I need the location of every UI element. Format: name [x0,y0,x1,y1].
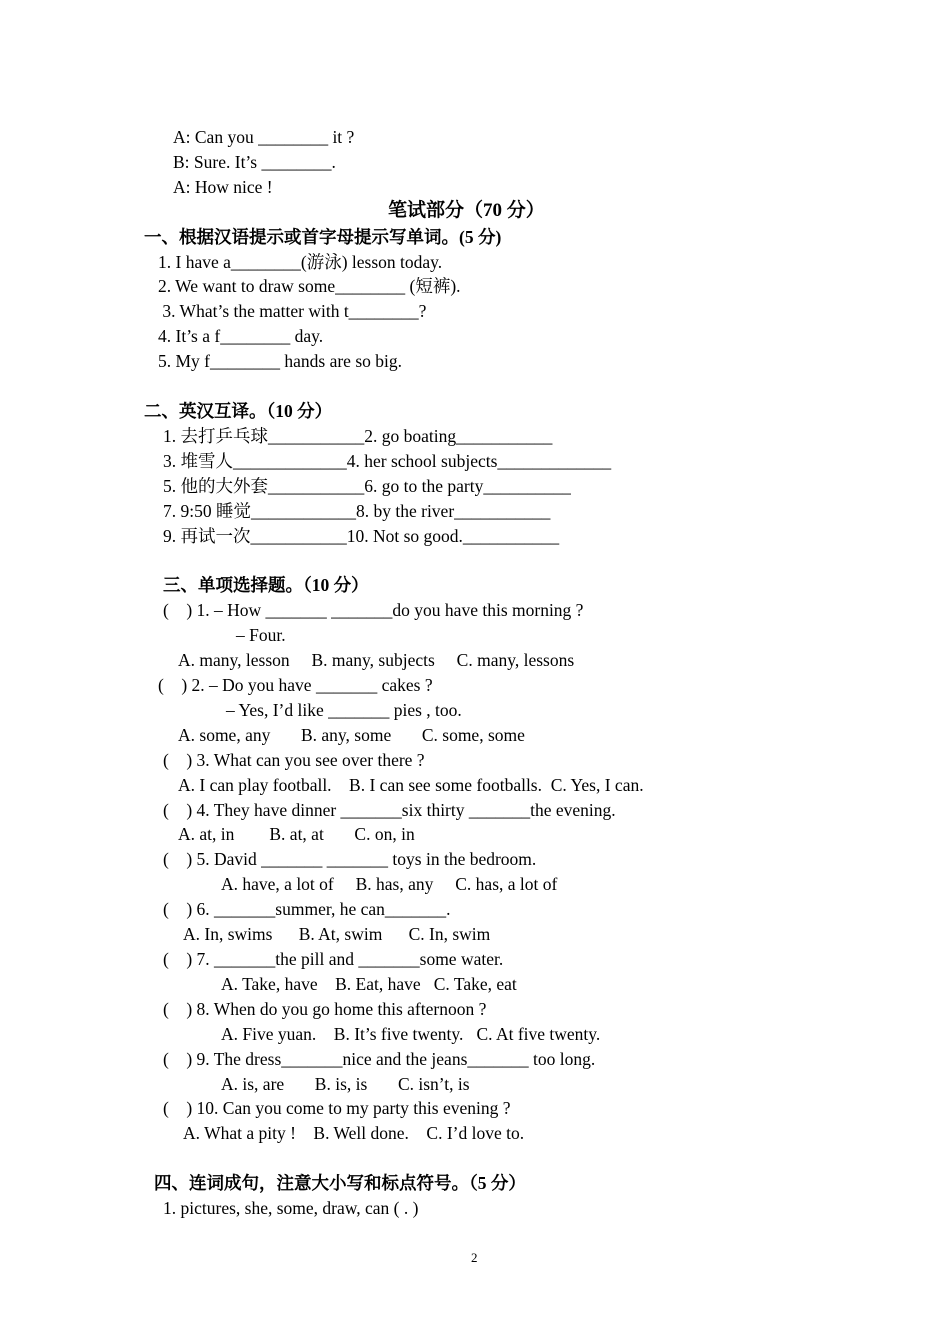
options-line: A. at, in B. at, at C. on, in [178,824,415,844]
question-line: ( ) 2. – Do you have _______ cakes ? [158,675,433,695]
section1-item: 1. I have a________(游泳) lesson today. [158,252,443,272]
section4-item: 1. pictures, she, some, draw, can ( . ) [163,1198,419,1218]
options-line: A. Take, have B. Eat, have C. Take, eat [221,974,517,994]
question-line: ( ) 6. _______summer, he can_______. [163,899,451,919]
options-line: A. have, a lot of B. has, any C. has, a lot of [221,874,558,894]
section2-row: 7. 9:50 睡觉____________8. by the river___________ [163,501,551,521]
question-line: ( ) 8. When do you go home this afternoon ? [163,999,487,1019]
section1-heading: 一、根据汉语提示或首字母提示写单词。(5 分) [144,227,502,247]
question-line: ( ) 1. – How _______ _______do you have this morning ? [163,600,584,620]
written-section-title: 笔试部分（70 分） [388,200,545,221]
section1-item: 3. What’s the matter with t________? [158,301,427,321]
dialogue-line: A: How nice ! [173,177,273,197]
page-number: 2 [471,1250,478,1265]
options-line: A. many, lesson B. many, subjects C. many, lessons [178,650,575,670]
section2-row: 3. 堆雪人_____________4. her school subjects_____________ [163,451,612,471]
section2-heading: 二、英汉互译。（10 分） [144,401,333,421]
section2-row: 9. 再试一次___________10. Not so good.___________ [163,526,560,546]
question-line: ( ) 5. David _______ _______ toys in the bedroom. [163,849,537,869]
section1-item: 5. My f________ hands are so big. [158,351,403,371]
dialogue-line: B: Sure. It’s ________. [173,152,336,172]
section4-heading: 四、连词成句，注意大小写和标点符号。（5 分） [154,1173,526,1193]
question-line: ( ) 10. Can you come to my party this evening ? [163,1098,511,1118]
section2-row: 5. 他的大外套___________6. go to the party__________ [163,476,571,496]
section3-heading: 三、单项选择题。（10 分） [163,575,369,595]
question-line: ( ) 9. The dress_______nice and the jeans_______ too long. [163,1049,596,1069]
section1-item: 2. We want to draw some________ (短裤). [158,276,461,296]
options-line: A. is, are B. is, is C. isn’t, is [221,1074,470,1094]
section2-row: 1. 去打乒乓球___________2. go boating___________ [163,426,553,446]
question-line: ( ) 3. What can you see over there ? [163,750,425,770]
question-line: ( ) 7. _______the pill and _______some water. [163,949,504,969]
answer-line: – Four. [236,625,286,645]
question-line: ( ) 4. They have dinner _______six thirty _______the evening. [163,800,616,820]
answer-line: – Yes, I’d like _______ pies , too. [226,700,462,720]
options-line: A. some, any B. any, some C. some, some [178,725,525,745]
options-line: A. In, swims B. At, swim C. In, swim [183,924,491,944]
options-line: A. What a pity ! B. Well done. C. I’d love to. [183,1123,525,1143]
options-line: A. Five yuan. B. It’s five twenty. C. At five twenty. [221,1024,601,1044]
section1-item: 4. It’s a f________ day. [158,326,324,346]
options-line: A. I can play football. B. I can see some footballs. C. Yes, I can. [178,775,644,795]
dialogue-line: A: Can you ________ it ? [173,127,355,147]
